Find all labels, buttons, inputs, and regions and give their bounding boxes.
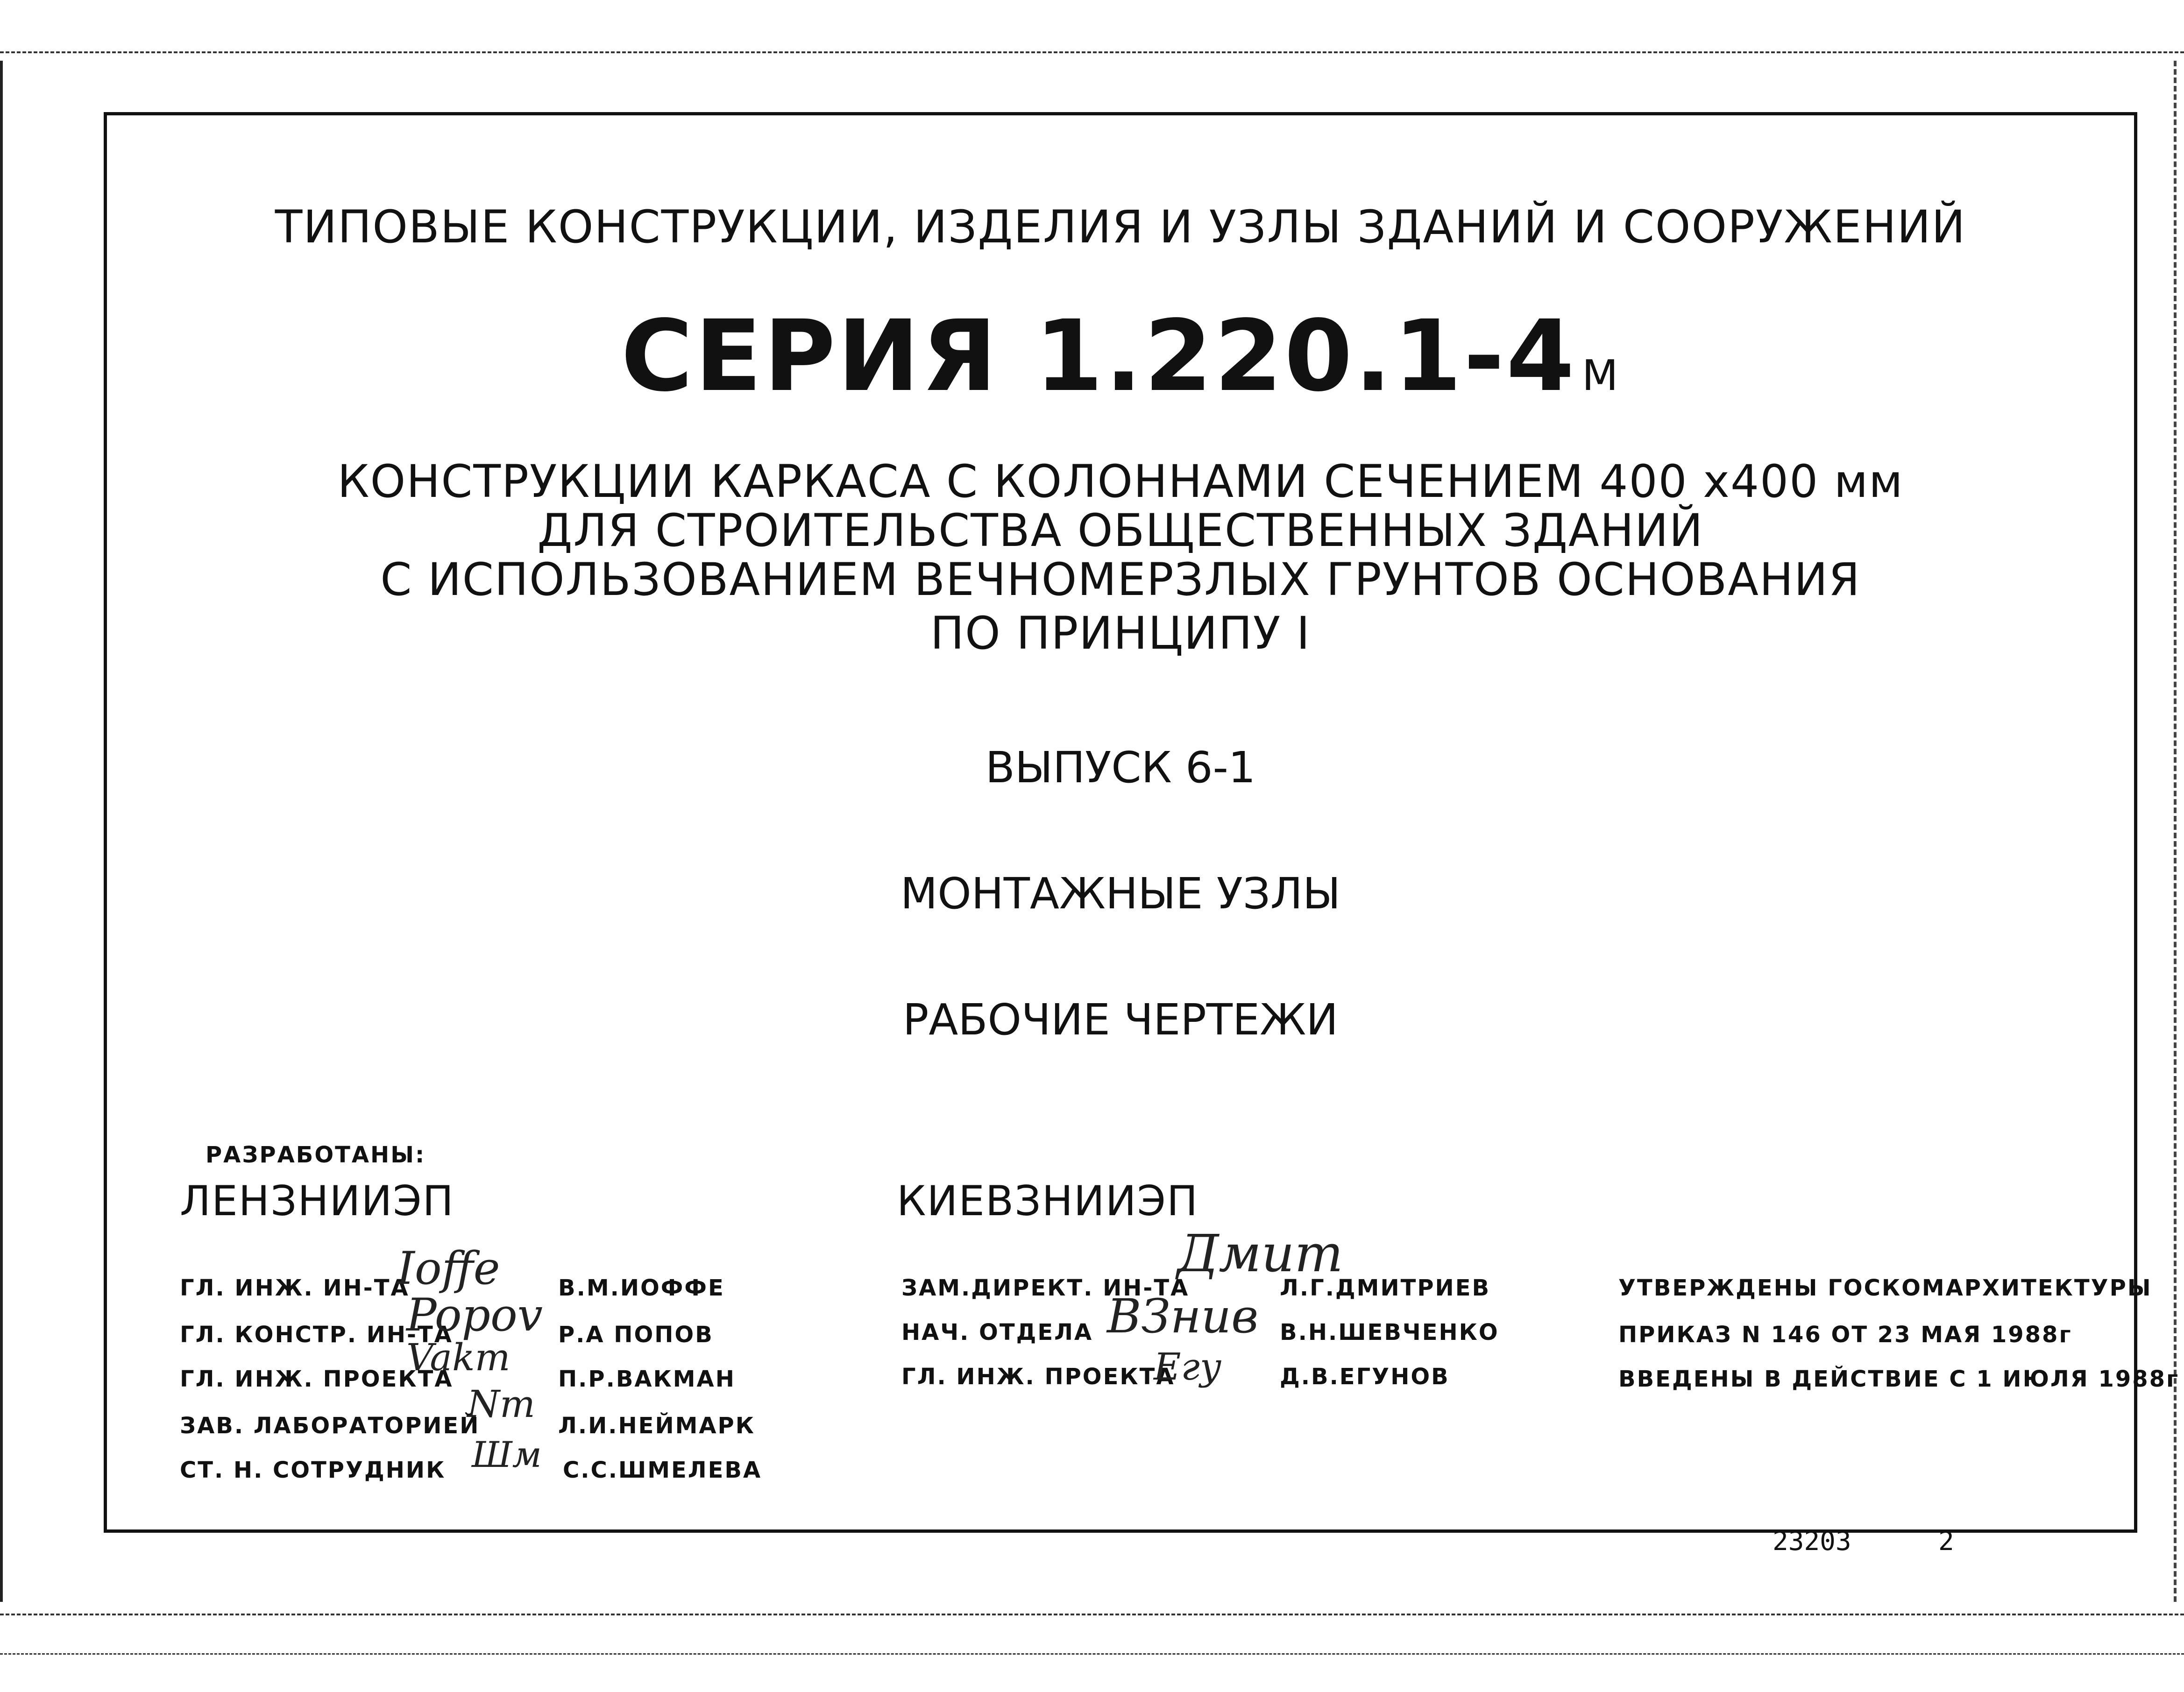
org1-person: Л.И.НЕЙМАРК <box>558 1413 755 1439</box>
org2-person: Д.В.ЕГУНОВ <box>1280 1364 1450 1390</box>
org1-position: ГЛ. КОНСТР. ИН-ТА <box>180 1322 453 1348</box>
org2-name: КИЕВЗНИИЭП <box>897 1177 1199 1225</box>
series-suffix: М <box>1581 351 1620 400</box>
header-line: ТИПОВЫЕ КОНСТРУКЦИИ, ИЗДЕЛИЯ И УЗЛЫ ЗДАНИЙ И СООРУЖЕНИЙ <box>275 201 1966 253</box>
series-title <box>104 299 2137 413</box>
org2-person: Л.Г.ДМИТРИЕВ <box>1280 1275 1491 1301</box>
subtitle-line-3: С ИСПОЛЬЗОВАНИЕМ ВЕЧНОМЕРЗЛЫХ ГРУНТОВ ОСНОВАНИЯ <box>380 553 1861 606</box>
approval-line-1: УТВЕРЖДЕНЫ ГОСКОМАРХИТЕКТУРЫ <box>1618 1275 2152 1301</box>
org2-position: НАЧ. ОТДЕЛА <box>901 1319 1093 1345</box>
top-cut-line <box>0 51 2184 53</box>
signature-image: Popov <box>406 1289 543 1341</box>
document-type: РАБОЧИЕ ЧЕРТЕЖИ <box>902 995 1339 1045</box>
signature-image: Nm <box>467 1382 535 1426</box>
org1-position: ГЛ. ИНЖ. ПРОЕКТА <box>180 1366 454 1392</box>
document-number: 23203 <box>1773 1526 1851 1557</box>
org1-position: ГЛ. ИНЖ. ИН-ТА <box>180 1275 410 1301</box>
sheet-number: 2 <box>1938 1526 1954 1557</box>
org2-position: ЗАМ.ДИРЕКТ. ИН-ТА <box>901 1275 1190 1301</box>
signature-image: Дмит <box>1177 1224 1343 1283</box>
org1-name: ЛЕНЗНИИЭП <box>180 1177 454 1225</box>
subtitle-line-1: КОНСТРУКЦИИ КАРКАСА С КОЛОННАМИ СЕЧЕНИЕМ 400 х400 мм <box>337 455 1904 508</box>
series-label: СЕРИЯ 1.220.1-4 <box>621 299 1576 413</box>
bottom-cut-line-2 <box>0 1653 2184 1655</box>
approval-line-2: ПРИКАЗ N 146 ОТ 23 МАЯ 1988г <box>1618 1322 2072 1348</box>
org1-person: С.С.ШМЕЛЕВА <box>563 1457 762 1483</box>
approval-line-3: ВВЕДЕНЫ В ДЕЙСТВИЕ С 1 ИЮЛЯ 1988г <box>1618 1366 2180 1392</box>
org1-position: ЗАВ. ЛАБОРАТОРИЕЙ <box>180 1413 480 1439</box>
subtitle-line-4: ПО ПРИНЦИПУ I <box>930 607 1311 659</box>
developers-label: РАЗРАБОТАНЫ: <box>206 1142 426 1168</box>
signature-image: Егу <box>1154 1345 1222 1388</box>
signature-image: Ioffe <box>397 1242 500 1295</box>
org2-person: В.Н.ШЕВЧЕНКО <box>1280 1319 1499 1345</box>
org1-person: Р.А ПОПОВ <box>558 1322 714 1348</box>
section-title: МОНТАЖНЫЕ УЗЛЫ <box>900 869 1341 919</box>
org1-position: СТ. Н. СОТРУДНИК <box>180 1457 446 1483</box>
subtitle-line-2: ДЛЯ СТРОИТЕЛЬСТВА ОБЩЕСТВЕННЫХ ЗДАНИЙ <box>537 504 1704 557</box>
signature-image: ВЗнив <box>1107 1289 1259 1344</box>
bottom-cut-line <box>0 1614 2184 1615</box>
issue-number: ВЫПУСК 6-1 <box>985 743 1256 793</box>
org1-person: В.М.ИОФФЕ <box>558 1275 725 1301</box>
org2-position: ГЛ. ИНЖ. ПРОЕКТА <box>901 1364 1175 1390</box>
org1-person: П.Р.ВАКМАН <box>558 1366 736 1392</box>
signature-image: Шм <box>472 1434 542 1475</box>
signature-image: Vakm <box>406 1336 511 1379</box>
